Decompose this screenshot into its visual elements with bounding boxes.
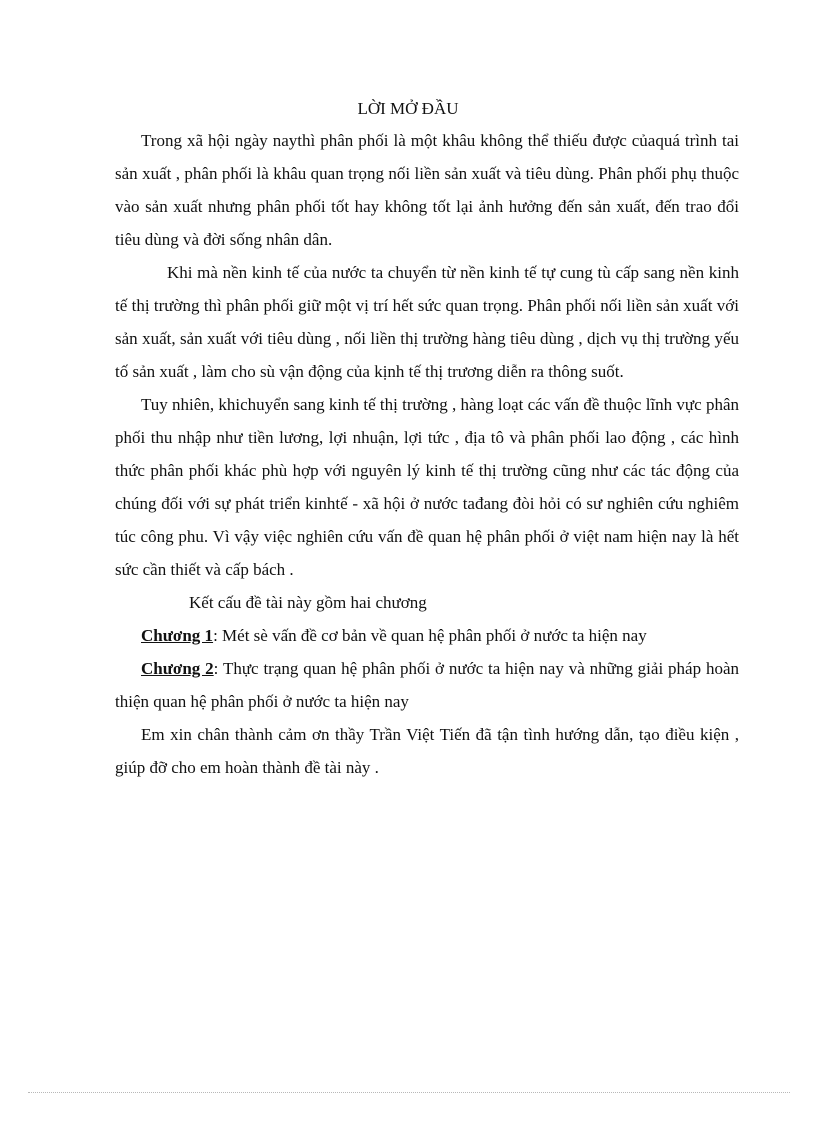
paragraph-intro: Trong xã hội ngày naythì phân phối là một khâu không thể thiếu được củaquá trình tai sản xuất , phân phối là khâu quan trọng nối liền sản xuất và tiêu dùng. Phân phối phụ thuộc vào sản xuất nhưng phân phối tốt hay không tốt lại ảnh hưởng đến sản xuất, đến trao đổi tiêu dùng và đời sống nhân dân. <box>115 131 739 249</box>
chapter-2-text: : Thực trạng quan hệ phân phối ở nước ta hiện nay và những giải pháp hoàn thiện quan hệ phân phối ở nước ta hiện nay <box>115 659 739 711</box>
footer-divider <box>28 1092 790 1093</box>
page-title: LỜI MỞ ĐẦU <box>357 99 459 118</box>
paragraph-thanks: Em xin chân thành cảm ơn thầy Trần Việt Tiến đã tận tình hướng dẫn, tạo điều kiện , giúp đỡ cho em hoàn thành đề tài này . <box>115 725 739 777</box>
paragraph-however: Tuy nhiên, khichuyển sang kinh tế thị trường , hàng loạt các vấn đề thuộc lĩnh vực phân phối thu nhập như tiền lương, lợi nhuận, lợi tức , địa tô và phân phối lao động , các hình thức phân phối khác phù hợp với nguyên lý kinh tế thị trường cũng như các tác động của chúng đối với sự phát triển kinhtế - xã hội ở nước tađang đòi hỏi có sư nghiên cứu nghiêm túc công phu. Vì vậy việc nghiên cứu vấn đề quan hệ phân phối ở việt nam hiện nay là hết sức cần thiết và cấp bách . <box>115 395 739 579</box>
chapter-2-label: Chương 2 <box>141 659 214 678</box>
paragraph-market-economy: Khi mà nền kinh tế của nước ta chuyển từ nền kinh tế tự cung tù cấp sang nền kinh tế thị trường thì phân phối giữ một vị trí hết sức quan trọng. Phân phối nối liền sản xuất với sản xuất, sản xuất với tiêu dùng , nối liền thị trường hàng tiêu dùng , dịch vụ thị trường yếu tố sản xuất , làm cho sù vận động của kịnh tế thị trương diễn ra thông suốt. <box>115 263 739 381</box>
paragraph-chapter-1 <box>115 619 739 652</box>
paragraph-structure: Kết cấu đề tài này gồm hai chương <box>189 593 427 612</box>
chapter-1-text: : Mét sè vấn đề cơ bản về quan hệ phân phối ở nước ta hiện nay <box>213 626 647 645</box>
paragraph-chapter-2 <box>115 652 739 718</box>
document-body <box>115 124 739 784</box>
chapter-1-label: Chương 1 <box>141 626 214 645</box>
